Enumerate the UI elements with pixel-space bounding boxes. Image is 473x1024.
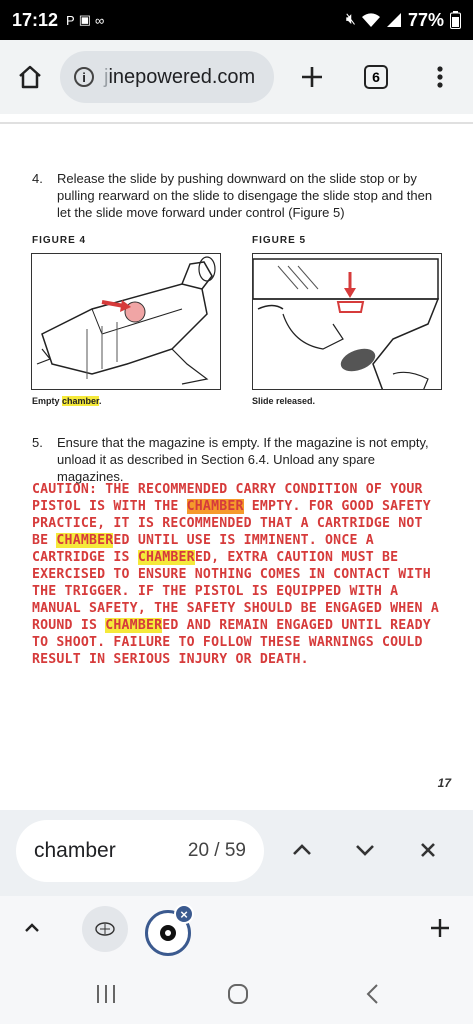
new-tab-button[interactable] (292, 57, 332, 97)
close-icon: × (180, 906, 188, 922)
step-4 (32, 170, 444, 221)
chevron-down-icon (355, 844, 375, 856)
figure-4-caption-prefix: Empty (32, 396, 63, 406)
site-favicon-icon (158, 923, 178, 943)
site-favicon-icon (95, 922, 115, 936)
more-vert-icon (437, 66, 443, 88)
home-nav-button[interactable] (222, 980, 254, 1008)
home-icon (17, 64, 43, 90)
figure-5-label: FIGURE 5 (252, 235, 307, 246)
search-match-highlight: chamber (62, 396, 100, 406)
voicemail-notification-icon: ∞ (95, 12, 105, 28)
tab-switcher-button[interactable] (356, 57, 396, 97)
gallery-notification-icon: ▣ (78, 12, 92, 27)
site-info-icon[interactable]: i (74, 67, 94, 87)
status-time: 17:12 (12, 9, 59, 30)
caution-warning (32, 481, 444, 668)
step-4-text: Release the slide by pushing downward on the slide stop or by pulling rearward on the slide to disengage the slide stop and then let the slide move forward under control (Figure 5) (57, 171, 433, 220)
plus-icon (430, 918, 450, 938)
find-close-button[interactable] (410, 832, 446, 868)
caution-text-3: ED UNTIL USE IS IMMINENT. ONCE A CARTRIDGE IS (32, 533, 374, 565)
step-5 (32, 434, 444, 485)
signal-icon (386, 12, 402, 28)
expand-tabs-button[interactable] (16, 912, 48, 944)
recents-icon (95, 984, 117, 1004)
url-domain: inepowered.com (108, 65, 256, 88)
battery-percent: 77% (407, 9, 444, 30)
caution-text-4: ED, EXTRA CAUTION MUST BE EXERCISED TO ENSURE NOTHING COMES IN CONTACT WITH THE TRIGGER. IF THE PISTOL IS EQUIPPED WITH A MANUAL SAFETY, THE SAFETY SHOULD BE ENGAGED WHEN A ROUND IS (32, 550, 439, 633)
plus-icon (301, 66, 323, 88)
figure-4-image (31, 253, 221, 390)
home-circle-icon (227, 983, 249, 1005)
find-query[interactable]: chamber (34, 839, 116, 862)
mute-icon: 🔇︎ (345, 11, 356, 28)
page-separator (0, 122, 473, 124)
step-4-number: 4. (32, 171, 43, 186)
tab-thumbnail[interactable] (82, 906, 128, 952)
chevron-up-icon (292, 844, 312, 856)
caution-text-1: CAUTION: THE RECOMMENDED CARRY CONDITION OF YOUR PISTOL IS WITH THE (32, 482, 423, 514)
find-match-count: 20 / 59 (187, 840, 246, 861)
pistol-chamber-illustration (32, 254, 221, 390)
document-page[interactable] (0, 114, 473, 810)
page-number: 17 (437, 776, 451, 790)
status-right (346, 10, 461, 31)
home-button[interactable] (10, 57, 50, 97)
caution-text-5: ED AND REMAIN ENGAGED UNTIL READY TO SHOOT. FAILURE TO FOLLOW THESE WARNINGS COULD RESULT IN SERIOUS INJURY OR DEATH. (32, 618, 431, 667)
find-previous-button[interactable] (284, 832, 320, 868)
back-chevron-icon (365, 983, 379, 1005)
find-next-button[interactable] (347, 832, 383, 868)
system-nav-bar (0, 964, 473, 1024)
menu-button[interactable] (420, 57, 460, 97)
search-match-highlight: CHAMBER (137, 550, 195, 565)
search-match-current: CHAMBER (186, 499, 244, 514)
figure-4-label: FIGURE 4 (32, 235, 87, 246)
wifi-icon (362, 12, 380, 28)
figure-4-caption (32, 396, 102, 406)
search-match-highlight: CHAMBER (56, 533, 114, 548)
tab-strip (0, 896, 473, 964)
figure-5-image (252, 253, 442, 390)
status-bar (0, 0, 473, 40)
url-faded-prefix: j (104, 65, 109, 88)
close-icon (420, 842, 436, 858)
close-tab-button[interactable] (174, 904, 194, 924)
pistol-slide-released-illustration (253, 254, 442, 390)
back-button[interactable] (356, 980, 388, 1008)
find-in-page-bar (0, 810, 473, 896)
browser-toolbar (0, 40, 473, 114)
step-5-number: 5. (32, 435, 43, 450)
recents-button[interactable] (88, 980, 124, 1008)
figure-4-caption-suffix: . (99, 396, 102, 406)
chevron-up-icon (24, 923, 40, 933)
step-5-text: Ensure that the magazine is empty. If the magazine is not empty, unload it as described in Section 6.4. Unload any spare magazines. (57, 435, 429, 484)
paypal-notification-icon: P (66, 12, 75, 28)
search-match-highlight: CHAMBER (105, 618, 163, 633)
new-tab-button[interactable] (424, 912, 456, 944)
caution-text-2: EMPTY. FOR GOOD SAFETY PRACTICE, IT IS RECOMMENDED THAT A CARTRIDGE NOT BE (32, 499, 431, 548)
address-bar[interactable] (60, 51, 274, 103)
tab-count: 6 (364, 65, 388, 89)
find-input[interactable] (16, 820, 264, 882)
figure-5-caption: Slide released. (252, 396, 316, 406)
battery-icon (450, 11, 461, 29)
